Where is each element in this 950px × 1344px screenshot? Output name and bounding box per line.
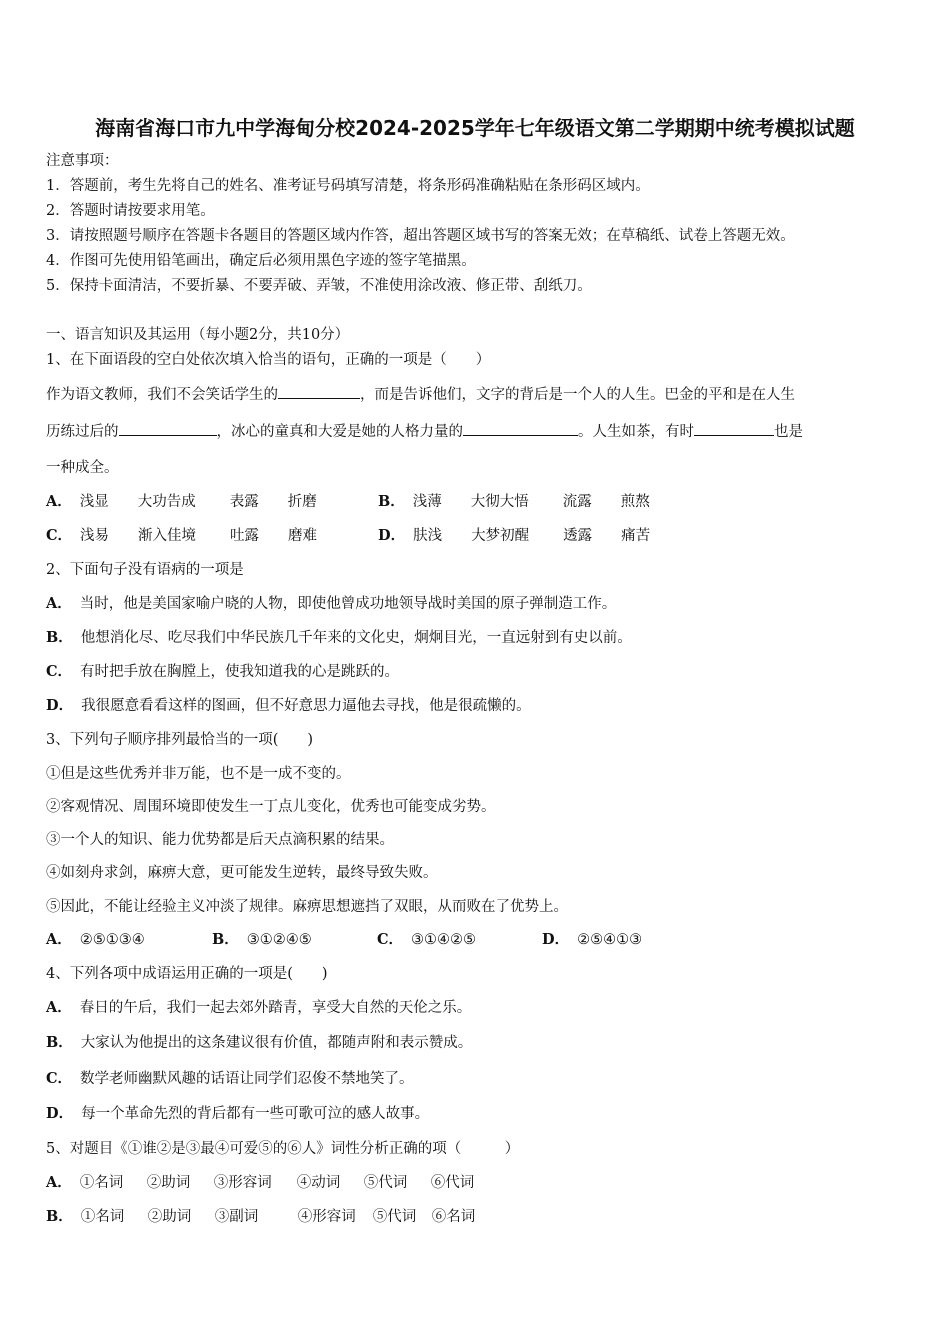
sentence-item: ④如刻舟求剑，麻痹大意，更可能发生逆转，最终导致失败。 (46, 865, 438, 881)
option-d[interactable]: D． 肤浅 大梦初醒 透露 痛苦 (378, 527, 651, 544)
passage-text: 作为语文教师，我们不会笑话学生的 (46, 387, 278, 403)
question-3-stem: 3、下列句子顺序排列最恰当的一项( ) (46, 732, 314, 748)
question-4-stem: 4、下列各项中成语运用正确的一项是( ) (46, 966, 328, 982)
fill-blank (463, 421, 578, 436)
option-c[interactable]: C． 有时把手放在胸膛上，使我知道我的心是跳跃的。 (46, 663, 400, 680)
option-b[interactable]: B． ①名词 ②助词 ③副词 ④形容词 ⑤代词 ⑥名词 (46, 1208, 476, 1225)
option-b[interactable]: B． 大家认为他提出的这条建议很有价值，都随声附和表示赞成。 (46, 1034, 473, 1051)
option-a[interactable]: A． 浅显 大功告成 表露 折磨 (46, 493, 317, 510)
option-b[interactable]: B． 他想消化尽、吃尽我们中华民族几千年来的文化史，炯炯目光，一直远射到有史以前。 (46, 629, 632, 646)
option-b[interactable]: B． 浅薄 大彻大悟 流露 煎熬 (378, 493, 650, 510)
option-b[interactable]: B． ③①②④⑤ (212, 931, 312, 948)
option-a[interactable]: A． ①名词 ②助词 ③形容词 ④动词 ⑤代词 ⑥代词 (46, 1174, 475, 1191)
sentence-item: ①但是这些优秀并非万能，也不是一成不变的。 (46, 766, 351, 782)
section-heading: 一、语言知识及其运用（每小题2分，共10分） (46, 327, 350, 343)
option-a[interactable]: A． ②⑤①③④ (46, 931, 145, 948)
passage-text: ，而是告诉他们，文字的背后是一个人的人生。巴金的平和是在人生 (360, 387, 795, 403)
notice-item: 4．作图可先使用铅笔画出，确定后必须用黑色字迹的签字笔描黑。 (46, 253, 476, 269)
passage-text: 也是 (774, 424, 803, 440)
option-d[interactable]: D． 每一个革命先烈的背后都有一些可歌可泣的感人故事。 (46, 1105, 430, 1122)
option-d[interactable]: D． ②⑤④①③ (542, 931, 643, 948)
page-title: 海南省海口市九中学海甸分校2024-2025学年七年级语文第二学期期中统考模拟试题 (95, 116, 855, 140)
fill-blank (694, 421, 774, 436)
notice-item: 2．答题时请按要求用笔。 (46, 203, 215, 219)
option-a[interactable]: A． 当时，他是美国家喻户晓的人物，即使他曾成功地领导战时美国的原子弹制造工作。 (46, 595, 617, 612)
sentence-item: ③一个人的知识、能力优势都是后天点滴积累的结果。 (46, 832, 394, 848)
question-1-stem: 1、在下面语段的空白处依次填入恰当的语句，正确的一项是（ ） (46, 352, 491, 368)
passage-text: ，冰心的童真和大爱是她的人格力量的 (216, 424, 463, 440)
sentence-item: ②客观情况、周围环境即使发生一丁点儿变化，优秀也可能变成劣势。 (46, 799, 496, 815)
notice-item: 1．答题前，考生先将自己的姓名、准考证号码填写清楚，将条形码准确粘贴在条形码区域内。 (46, 178, 650, 194)
question-1-passage-line-1 (46, 384, 795, 405)
question-5-stem: 5、对题目《①谁②是③最④可爱⑤的⑥人》词性分析正确的项（ ） (46, 1141, 520, 1157)
notice-item: 3．请按照题号顺序在答题卡各题目的答题区域内作答，超出答题区域书写的答案无效；在草稿纸、试卷上答题无效。 (46, 228, 795, 244)
question-2-stem: 2、下面句子没有语病的一项是 (46, 562, 244, 578)
passage-text: 历练过后的 (46, 424, 119, 440)
sentence-item: ⑤因此，不能让经验主义冲淡了规律。麻痹思想遮挡了双眼，从而败在了优势上。 (46, 899, 568, 915)
option-c[interactable]: C． 浅易 渐入佳境 吐露 磨难 (46, 527, 318, 544)
option-c[interactable]: C． 数学老师幽默风趣的话语让同学们忍俊不禁地笑了。 (46, 1070, 414, 1087)
question-1-passage-line-3: 一种成全。 (46, 460, 119, 476)
option-a[interactable]: A． 春日的午后，我们一起去郊外踏青，享受大自然的天伦之乐。 (46, 999, 472, 1016)
notice-heading: 注意事项： (46, 153, 119, 169)
option-d[interactable]: D． 我很愿意看看这样的图画，但不好意思力逼他去寻找，他是很疏懒的。 (46, 697, 531, 714)
passage-text: 。人生如茶，有时 (578, 424, 694, 440)
option-c[interactable]: C． ③①④②⑤ (377, 931, 477, 948)
notice-item: 5．保持卡面清洁，不要折暴、不要弄破、弄皱，不准使用涂改液、修正带、刮纸刀。 (46, 278, 592, 294)
fill-blank (119, 421, 217, 436)
question-1-passage-line-2 (46, 421, 803, 442)
fill-blank (278, 384, 360, 399)
